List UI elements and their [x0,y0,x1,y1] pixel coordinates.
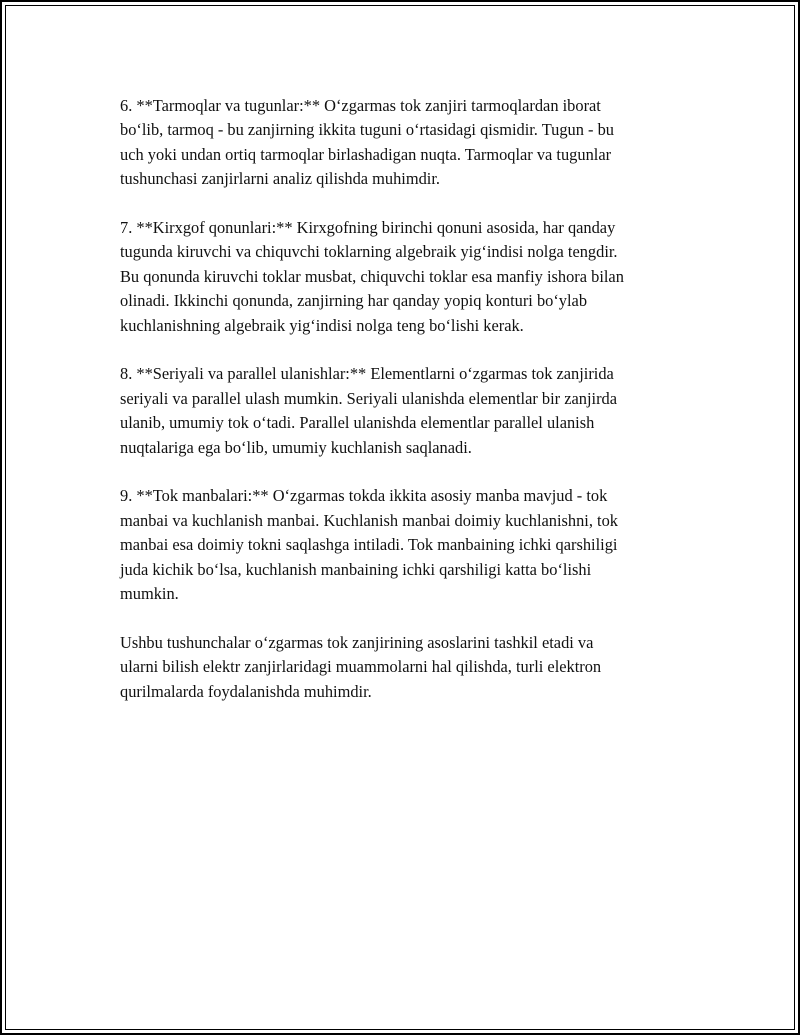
paragraph-kirxgof-qonunlari: 7. **Kirxgof qonunlari:** Kirxgofning birinchi qonuni asosida, har qanday tugunda kiruvchi va chiquvchi toklarning algebraik yig‘indisi nolga tengdir. Bu qonunda kiruvchi toklar musbat, chiquvchi toklar esa manfiy ishora bilan olinadi. Ikkinchi qonunda, zanjirning har qanday yopiq konturi bo‘ylab kuchlanishning algebraik yig‘indisi nolga teng bo‘lishi kerak. [120,218,624,335]
paragraph-seriyali-va-parallel-ulanishlar: 8. **Seriyali va parallel ulanishlar:** Elementlarni o‘zgarmas tok zanjirida seriyali va parallel ulash mumkin. Seriyali ulanishda elementlar bir zanjirda ulanib, umumiy tok o‘tadi. Parallel ulanishda elementlar parallel ulanish nuqtalariga ega bo‘lib, umumiy kuchlanish saqlanadi. [120,364,618,457]
paragraph-tarmoqlar-va-tugunlar: 6. **Tarmoqlar va tugunlar:** O‘zgarmas tok zanjiri tarmoqlardan iborat bo‘lib, tarmoq - bu zanjirning ikkita tuguni o‘rtasidagi qismidir. Tugun - bu uch yoki undan ortiq tarmoqlar birlashadigan nuqta. Tarmoqlar va tugunlar tushunchasi zanjirlarni analiz qilishda muhimdir. [120,96,614,189]
document-body [120,94,690,728]
paragraph-tok-manbalari: 9. **Tok manbalari:** O‘zgarmas tokda ikkita asosiy manba mavjud - tok manbai va kuchlanish manbai. Kuchlanish manbai doimiy kuchlanishni, tok manbai esa doimiy tokni saqlashga intiladi. Tok manbaining ichki qarshiligi juda kichik bo‘lsa, kuchlanish manbaining ichki qarshiligi katta bo‘lishi mumkin. [120,486,618,604]
paragraph-conclusion: Ushbu tushunchalar o‘zgarmas tok zanjirining asoslarini tashkil etadi va ularni bilish elektr zanjirlaridagi muammolarni hal qilishda, turli elektron qurilmalarda foydalanishda muhimdir. [120,632,602,701]
